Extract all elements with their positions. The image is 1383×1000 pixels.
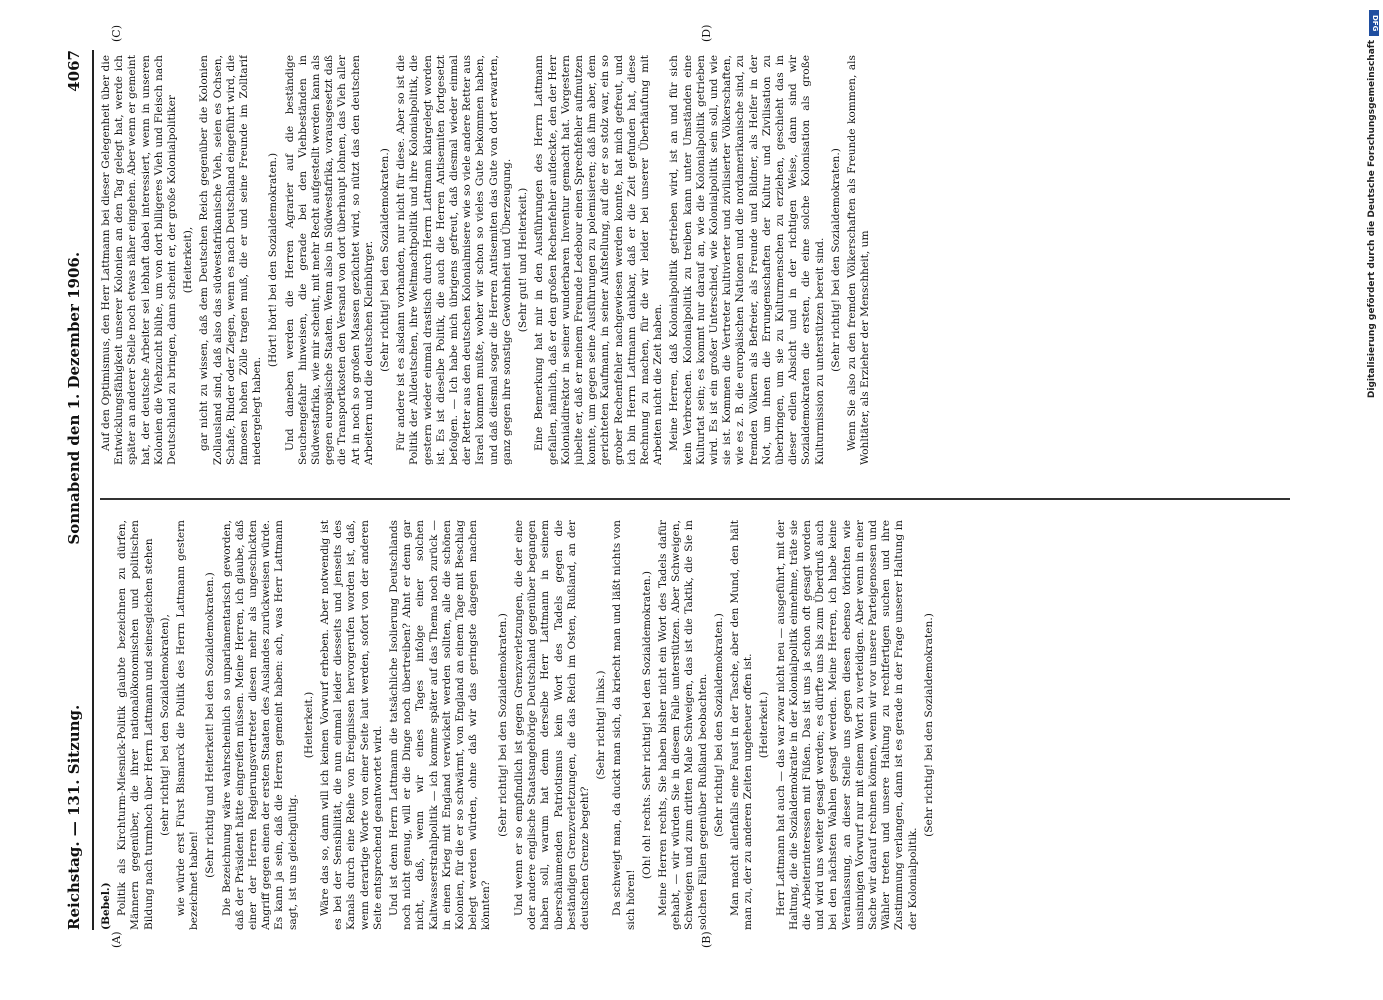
speech-paragraph: gar nicht zu wissen, daß dem Deutschen Reich gegenüber die Kolonien Zollausland sind, daß also das südwestafrikanische Vieh, seien es Ochsen, Schafe, Rinder oder Ziegen, wenn es nach Deutschland eingeführt wird, die famosen hohen Zölle tragen muß, die er und seine Freunde im Zolltarif niedergelegt haben. bbox=[198, 55, 264, 465]
speech-paragraph: Wäre das so, dann will ich keinen Vorwurf erheben. Aber notwendig ist es bei der Sensibilität, die nun einmal leider diesseits und jenseits des Kanals durch eine Reihe von Ereignissen hervorgerufen worden ist, daß, wenn derartige Worte von einer Seite laut werden, sofort von der anderen Seite entsprechend geantwortet wird. bbox=[319, 520, 384, 930]
digitization-note: Digitalisierung gefördert durch die Deutsche Forschungsgemeinschaft bbox=[1367, 40, 1377, 399]
speech-paragraph: Und ist denn Herrn Lattmann die tatsächliche Isolierung Deutschlands noch nicht genug, will er die Dinge noch übertreiben? Ahnt er denn gar nicht, daß, wenn wir eines Tages infolge einer solchen Kaltwasserstrahlpolitik — ich komme später auf das Thema noch zurück — in einen Krieg mit England verwickelt werden sollten, alle die schönen Kolonien, für die er so schwärmt, von England an einem Tage mit Beschlag belegt werden würden, ohne daß wir das geringste dagegen machen könnten? bbox=[388, 520, 493, 930]
interjection: (Oh! oh! rechts. Sehr richtig! bei den Sozialdemokraten.) bbox=[640, 570, 653, 880]
margin-marker-b: (B) bbox=[700, 931, 713, 948]
speech-paragraph: Die Bezeichnung wäre wahrscheinlich so unparlamentarisch geworden, daß der Präsident hätte eingreifen müssen. Meine Herren, ich glaube, daß einer der Herren Regierungsvertreter diesen mehr als ungeschickten Angriff gegen einen der ersten Staaten des Auslandes zurückweisen würde. Es kann ja sein, daß die Herren gemeint haben: ach, was Herr Lattmann sagt, ist uns gleichgültig. bbox=[220, 520, 299, 930]
page-header bbox=[60, 50, 88, 930]
interjection: (Sehr richtig und Heiterkeit! bei den Sozialdemokraten.) bbox=[204, 572, 217, 878]
text-column-left bbox=[100, 520, 1295, 930]
speech-paragraph: Man macht allenfalls eine Faust in der Tasche, aber den Mund, den hält man zu, der zu anderen Zeiten ungeheuer offen ist. bbox=[728, 520, 755, 930]
speech-paragraph: Politik als Kirchturm-Miesnick-Politik glaubte bezeichnen zu dürfen, Männern gegenüber, die ihrer nationalökonomischen und politischen Bildung nach turmhoch über Herrn Lattmann und seinesgleichen stehen bbox=[116, 520, 155, 930]
speech-paragraph: wie würde erst Fürst Bismarck die Politik des Herrn Lattmann gestern bezeichnet haben! bbox=[175, 520, 201, 930]
session-date: Sonnabend den 1. Dezember 1906. bbox=[65, 251, 83, 545]
margin-marker-c: (C) bbox=[110, 25, 123, 42]
speech-paragraph: Auf den Optimismus, den Herr Lattmann bei dieser Gelegenheit über die Entwicklungsfähigkeit unserer Kolonien an den Tag gelegt hat, werde ich später an anderer Stelle noch etwas näher eingehen. Aber wenn er gemeint hat, der deutsche Arbeiter sei lebhaft dabei interessiert, wenn in unseren Kolonien die Viehzucht blühe, um von dort billigeres Vieh und Fleisch nach Deutschland zu bringen, dann scheint er, der große Kolonialpolitiker bbox=[100, 55, 179, 465]
speech-paragraph: Und wenn er so empfindlich ist gegen Grenzverletzungen, die der eine oder andere englische Staatsangehörige Deutschland gegenüber begangen haben soll, warum hat denn derselbe Herr Lattmann in seinem überschäumenden Patriotismus kein Wort des Tadels gegen die beständigen Grenzverletzungen, die das Reich im Osten, Rußland, an der deutschen Grenze begeht? bbox=[512, 520, 591, 930]
speech-paragraph: Und daneben werden die Herren Agrarier auf die beständige Seuchengefahr hinweisen, die gerade bei den Viehbeständen in Südwestafrika, wie mir scheint, mit mehr Recht aufgestellt werden kann als gegen europäische Staaten. Wenn also in Südwestafrika, vorausgesetzt daß die Transportkosten den Versand von dort überhaupt lohnen, das Vieh aller Art in noch so großen Massen gezüchtet wird, so nützt das den deutschen Arbeitern und die deutschen Kleinbürger. bbox=[283, 55, 375, 465]
speech-paragraph: Wenn Sie also zu den fremden Völkerschaften als Freunde kommen, als Wohltäter, als Erzieher der Menschheit, um bbox=[845, 55, 872, 465]
interjection: (Sehr richtig! bei den Sozialdemokraten.) bbox=[712, 613, 725, 837]
margin-marker-a: (A) bbox=[110, 931, 123, 948]
speech-paragraph: Eine Bemerkung hat mir in den Ausführungen des Herrn Lattmann gefallen, nämlich, daß er den großen Rechenfehler aufdeckte, den der Herr Kolonialdirektor in seiner wunderbaren Inventur gemacht hat. Vorgestern jubelte er, daß er meinem Freunde Ledebour einen Sprechfehler aufmutzen konnte, um gegen seine Ausführungen zu polemisieren; daß ihm aber, dem gerichteten Kaufmann, in seiner Aufstellung, auf die er so stolz war, ein so grober Rechenfehler nachgewiesen werden konnte, hat mich gefreut, und ich bin Herrn Lattmann dankbar, daß er die Zeit gefunden hat, diese Rechnung zu machen, für die wir leider bei unserer Überhäufung mit Arbeiten nicht die Zeit haben. bbox=[533, 55, 665, 465]
speaker-label: (Bebel.) bbox=[100, 882, 112, 930]
interjection: (Heiterkeit.) bbox=[302, 691, 315, 759]
speech-paragraph: Da schweigt man, da duckt man sich, da kriecht man und läßt nichts von sich hören! bbox=[611, 520, 637, 930]
interjection: (Sehr gut! und Heiterkeit.) bbox=[517, 187, 530, 333]
dfg-logo: DFG bbox=[1369, 10, 1379, 36]
running-title: Reichstag. — 131. Sitzung. bbox=[65, 704, 83, 930]
speech-paragraph: Meine Herren, daß Kolonialpolitik getrieben wird, ist an und für sich kein Verbrechen. Kolonialpolitik zu treiben kann unter Umständen eine Kulturtat sein; es kommt nur darauf an, wie die Kolonialpolitik getrieben wird. Es ist ein großer Unterschied, wie Kolonialpolitik sein soll, und wie sie ist. Kommen die Vertreter kultivierter und zivilisierter Völkerschaften, wie es z. B. die europäischen Nationen und die nordamerikanische sind, zu fremden Völkern als Befreier, als Freunde und Bildner, als Helfer in der Not, um ihnen die Errungenschaften der Kultur und Zivilisation zu überbringen, um sie zu Kulturmenschen zu erziehen, geschieht das in dieser edlen Absicht und in der richtigen Weise, dann sind wir Sozialdemokraten die ersten, die eine solche Kolonisation als große Kulturmission zu unterstützen bereit sind. bbox=[668, 55, 826, 465]
interjection: (Sehr richtig! bei den Sozialdemokraten.) bbox=[829, 148, 842, 372]
interjection: (Sehr richtig! bei den Sozialdemokraten.) bbox=[496, 613, 509, 837]
text-column-right bbox=[100, 55, 1295, 465]
interjection: (Sehr richtig! links.) bbox=[595, 670, 608, 780]
interjection: (Hört! hört! bei den Sozialdemokraten.) bbox=[267, 152, 280, 368]
speech-paragraph: Für andere ist es alsdann vorhanden, nur nicht für diese. Aber so ist die Politik der Alldeutschen, ihre Weltmachtpolitik und ihre Kolonialpolitik, die gestern wieder einmal drastisch durch Herrn Lattmann klargelegt worden ist. Es ist dieselbe Politik, die auch die Herren Antisemiten fortgesetzt befolgen. — Ich habe mich übrigens gefreut, daß diesmal wieder einmal der Retter aus den deutschen Kolonialmisere wie so viele andere Retter aus Israel kommen mußte, woher wir schon so vieles Gute bekommen haben, und daß diesmal sogar die Herren Antisemiten das Gute von dort erwarten, ganz gegen ihre sonstige Gewohnheit und Überzeugung. bbox=[395, 55, 513, 465]
margin-marker-d: (D) bbox=[700, 24, 713, 42]
speech-paragraph: Herr Lattmann hat auch — das war zwar nicht neu — ausgeführt, mit der Haltung, die die Sozialdemokratie in der Kolonialpolitik einnehme, träte sie die Arbeiterinteressen mit Füßen. Das ist uns ja schon oft gesagt worden und wird uns weiter gesagt werden; es dürfte uns bis zum Überdruß auch bei den nächsten Wahlen gesagt werden. Meine Herren, ich habe keine Veranlassung, an dieser Stelle uns gegen diesen ebenso törichten wie unsinnigen Vorwurf nur mit einem Wort zu verteidigen. Aber wenn in einer Sache wir darauf rechnen können, wenn wir vor unsere Parteigenossen und Wähler treten und unsere Haltung zu rechtfertigen suchen und ihre Zustimmung verlangen, dann ist es gerade in der Frage unserer Haltung in der Kolonialpolitik. bbox=[774, 520, 919, 930]
interjection: (Sehr richtig! bei den Sozialdemokraten.) bbox=[379, 148, 392, 372]
interjection: (sehr richtig! bei den Sozialdemokraten), bbox=[158, 614, 171, 836]
interjection: (Heiterkeit.) bbox=[758, 691, 771, 759]
speech-paragraph: Meine Herren rechts, Sie haben bisher nicht ein Wort des Tadels dafür gehabt, — wir würden Sie in diesem Falle unterstützen. Aber Schweigen, Schweigen und zum dritten Male Schweigen, das ist die Taktik, die Sie in solchen Fällen gegenüber Rußland beobachten. bbox=[656, 520, 709, 930]
page-number: 4067 bbox=[65, 50, 83, 92]
column-divider bbox=[100, 499, 1290, 501]
header-rule bbox=[92, 50, 94, 930]
interjection: (Sehr richtig! bei den Sozialdemokraten.) bbox=[922, 613, 935, 837]
interjection: (Heiterkeit), bbox=[182, 226, 195, 294]
